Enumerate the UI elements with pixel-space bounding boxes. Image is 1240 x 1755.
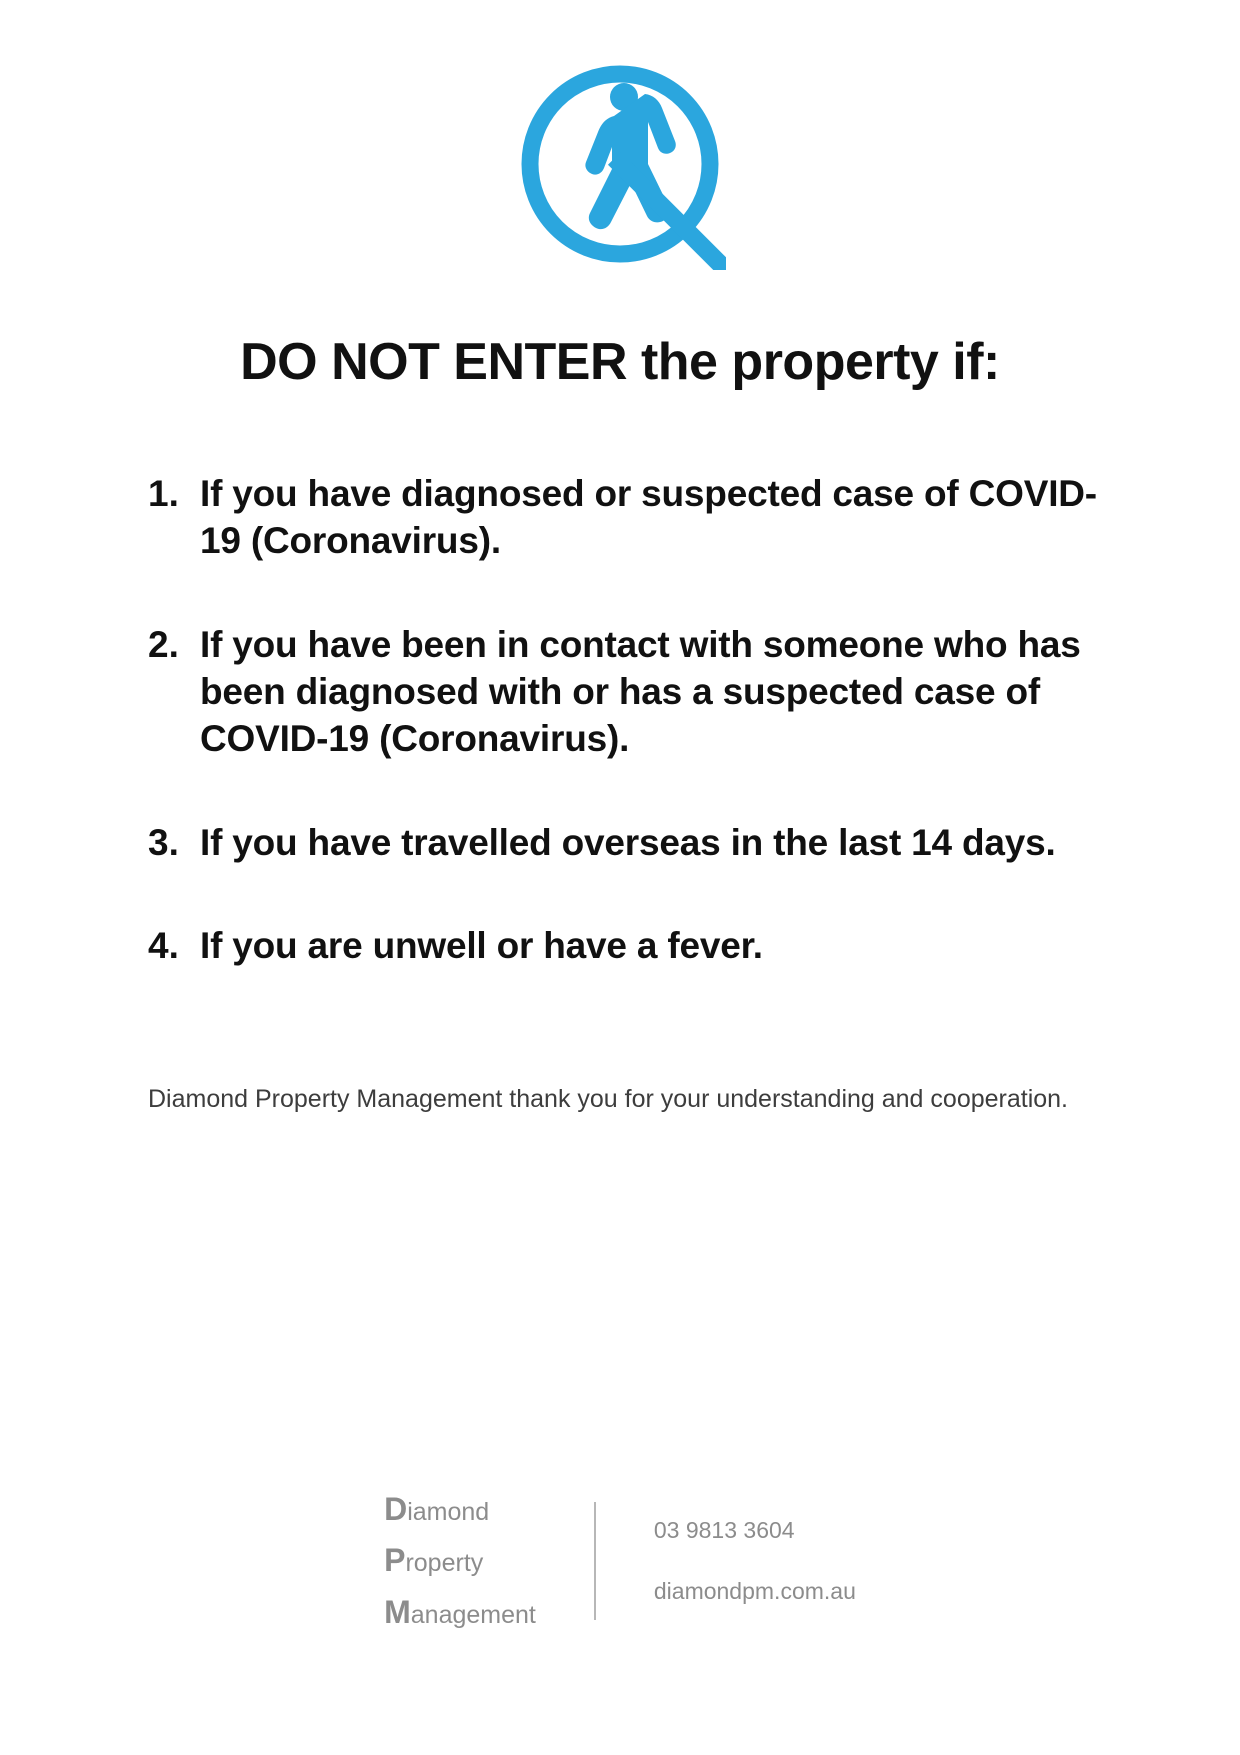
list-item-number: 3. [148,821,179,863]
list-item [148,470,1110,565]
page-title [130,332,1110,392]
logo-rest-1: iamond [407,1497,490,1526]
no-pedestrian-icon [514,58,726,270]
logo-cap-m: M [384,1594,411,1631]
list-item-number: 2. [148,623,179,665]
footer [0,1484,1240,1639]
list-item-number: 1. [148,473,179,514]
list-item-text: If you have diagnosed or suspected case of COVID-19 (Coronavirus). [200,473,1097,562]
logo-cap-p: P [384,1542,406,1579]
logo-line-2 [384,1535,536,1587]
list-item-text: If you are unwell or have a fever. [200,925,763,967]
company-logo [384,1484,536,1639]
logo-line-3 [384,1587,536,1639]
footer-divider [594,1502,596,1620]
logo-cap-d: D [384,1490,408,1527]
list-item-number: 4. [148,925,179,967]
icon-container [130,0,1110,270]
list-item-text: If you have been in contact with someone who has been diagnosed with or has a suspected case of COVID-19 (Coronavirus). [200,623,1081,760]
website-url: diamondpm.com.au [653,1578,856,1605]
thank-you-note: Diamond Property Management thank you for your understanding and cooperation. [148,1084,1069,1113]
logo-line-1 [384,1484,536,1536]
phone-number: 03 9813 3604 [653,1517,795,1544]
list-item-text: If you have travelled overseas in the last 14 days. [200,821,1056,863]
list-item [148,922,1110,969]
logo-rest-2: roperty [405,1549,484,1578]
list-item [148,621,1110,763]
logo-rest-3: anagement [410,1601,536,1630]
conditions-list [130,470,1110,970]
page-title-strong: DO NOT ENTER [240,333,628,391]
page-title-rest: the property if: [627,333,1000,391]
list-item [148,819,1110,866]
contact-details [654,1519,856,1603]
